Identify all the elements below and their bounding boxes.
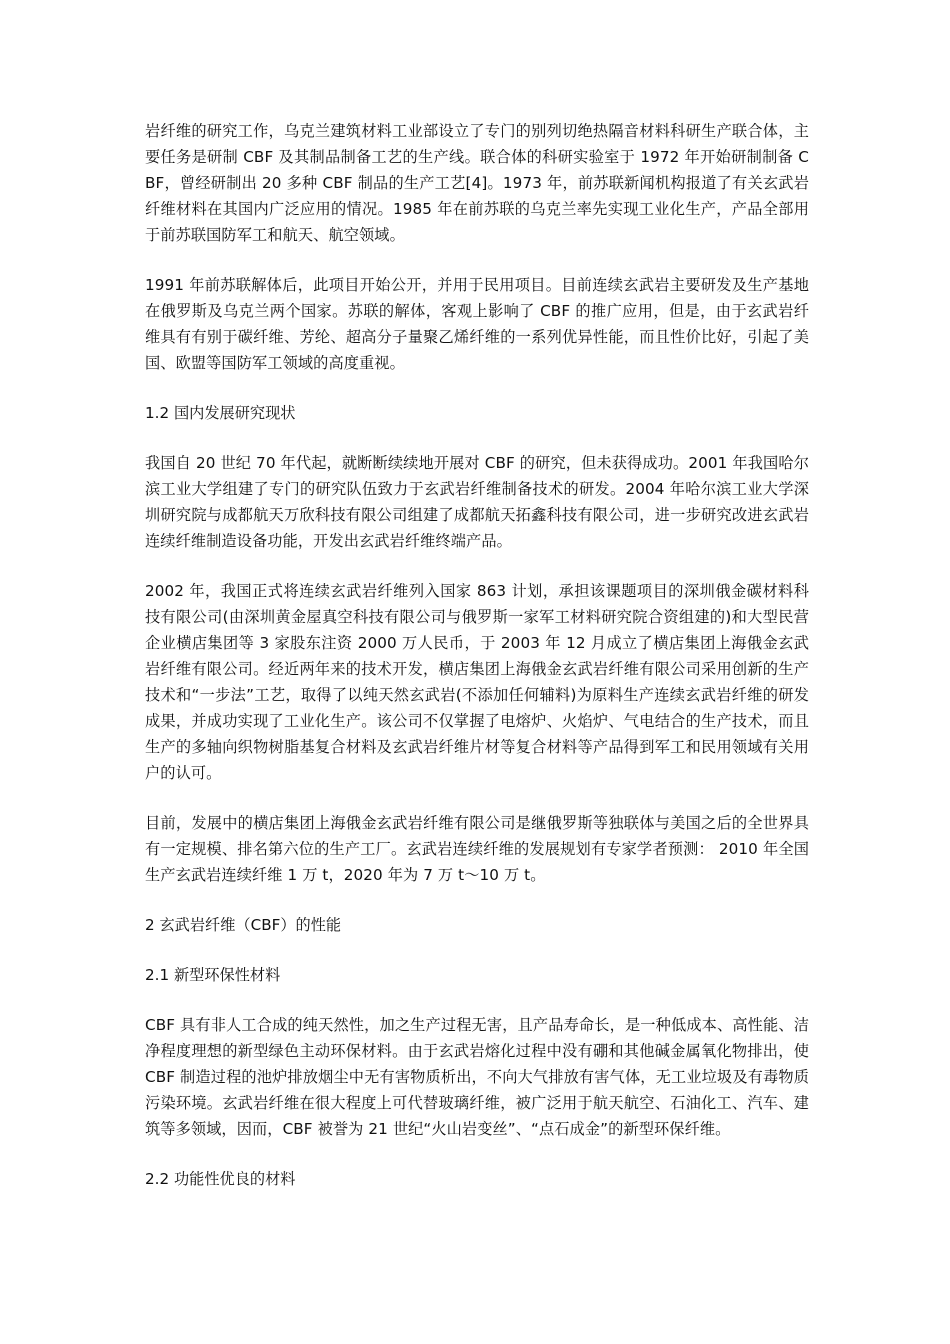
heading-functional-material: 2.2 功能性优良的材料 xyxy=(145,1170,296,1188)
paragraph-eco-material: CBF 具有非人工合成的纯天然性，加之生产过程无害，且产品寿命长，是一种低成本、高性能、洁净程度理想的新型绿色主动环保材料。由于玄武岩熔化过程中没有硼和其他碱金属氧化物排出，使 CBF 制造过程的池炉排放烟尘中无有害物质析出，不向大气排放有害气体，无工业垃圾及有毒物质污染环境。玄武岩纤维在很大程度上可代替玻璃纤维，被广泛用于航天航空、石油化工、汽车、建筑等多领域，因而，CBF 被誉为 21 世纪“火山岩变丝”、“点石成金”的新型环保纤维。 xyxy=(145,1016,809,1138)
paragraph-china-research: 我国自 20 世纪 70 年代起，就断断续续地开展对 CBF 的研究，但未获得成功。2001 年我国哈尔滨工业大学组建了专门的研究队伍致力于玄武岩纤维制备技术的研发。2004 年哈尔滨工业大学深圳研究院与成都航天万欣科技有限公司组建了成都航天拓鑫科技有限公司，进一步研究改进玄武岩连续纤维制造设备功能，开发出玄武岩纤维终端产品。 xyxy=(145,454,809,550)
heading-domestic-research: 1.2 国内发展研究现状 xyxy=(145,404,296,422)
document-page xyxy=(145,118,809,1192)
paragraph-current-status: 目前，发展中的横店集团上海俄金玄武岩纤维有限公司是继俄罗斯等独联体与美国之后的全世界具有一定规模、排名第六位的生产工厂。玄武岩连续纤维的发展规划有专家学者预测： 2010 年全国生产玄武岩连续纤维 1 万 t，2020 年为 7 万 t～10 万 t。 xyxy=(145,814,809,884)
paragraph-863-plan: 2002 年，我国正式将连续玄武岩纤维列入国家 863 计划，承担该课题项目的深圳俄金碳材料科技有限公司(由深圳黄金屋真空科技有限公司与俄罗斯一家军工材料研究院合资组建的)和大型民营企业横店集团等 3 家股东注资 2000 万人民币，于 2003 年 12 月成立了横店集团上海俄金玄武岩纤维有限公司。经近两年来的技术开发，横店集团上海俄金玄武岩纤维有限公司采用创新的生产技术和“一步法”工艺，取得了以纯天然玄武岩(不添加任何辅料)为原料生产连续玄武岩纤维的研发成果，并成功实现了工业化生产。该公司不仅掌握了电熔炉、火焰炉、气电结合的生产技术，而且生产的多轴向织物树脂基复合材料及玄武岩纤维片材等复合材料等产品得到军工和民用领域有关用户的认可。 xyxy=(145,582,809,782)
heading-eco-material: 2.1 新型环保性材料 xyxy=(145,966,281,984)
paragraph-soviet-dissolution: 1991 年前苏联解体后，此项目开始公开，并用于民用项目。目前连续玄武岩主要研发及生产基地在俄罗斯及乌克兰两个国家。苏联的解体，客观上影响了 CBF 的推广应用，但是，由于玄武岩纤维具有有别于碳纤维、芳纶、超高分子量聚乙烯纤维的一系列优异性能，而且性价比好，引起了美国、欧盟等国防军工领域的高度重视。 xyxy=(145,276,809,372)
paragraph-history-ukraine: 岩纤维的研究工作，乌克兰建筑材料工业部设立了专门的别列切绝热隔音材料科研生产联合体，主要任务是研制 CBF 及其制品制备工艺的生产线。联合体的科研实验室于 1972 年开始研制制备 CBF，曾经研制出 20 多种 CBF 制品的生产工艺[4]。1973 年，前苏联新闻机构报道了有关玄武岩纤维材料在其国内广泛应用的情况。1985 年在前苏联的乌克兰率先实现工业化生产，产品全部用于前苏联国防军工和航天、航空领域。 xyxy=(145,122,809,244)
heading-cbf-properties: 2 玄武岩纤维（CBF）的性能 xyxy=(145,916,342,934)
